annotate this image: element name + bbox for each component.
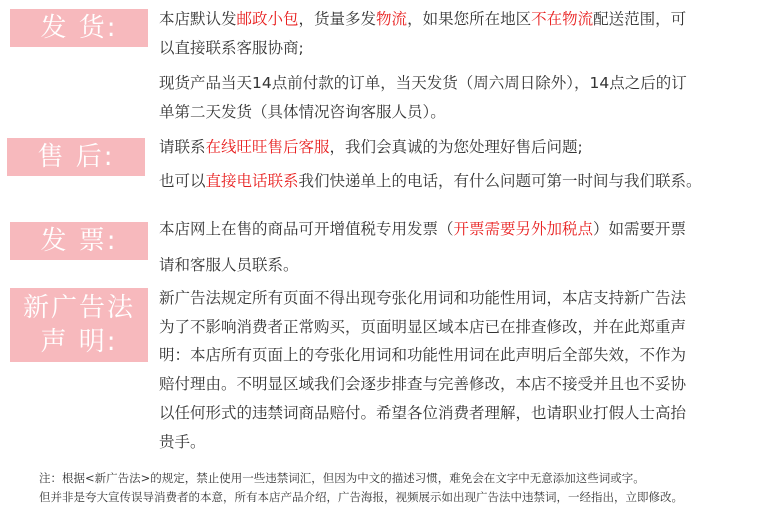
footnote: 注：根据<新广告法>的规定，禁止使用一些违禁词汇，但因为中文的描述习惯，难免会在文字中无意添加这些词或字。 (39, 471, 645, 485)
text-segment: 新广告法规定所有页面不得出现夸张化用词和功能性用词，本店支持新广告法 (159, 289, 687, 307)
text-segment: 以直接联系客服协商; (159, 39, 304, 57)
section-label-text: 发 货: (40, 13, 118, 43)
text-segment: 现货产品当天14点前付款的订单，当天发货（周六周日除外），14点之后的订 (159, 74, 687, 92)
section-label-text: 发 票: (40, 226, 118, 256)
section-label-invoice (10, 222, 148, 260)
text-segment: 也可以 (159, 172, 206, 190)
highlight-text: 直接电话联系 (205, 172, 299, 190)
text-line (159, 169, 702, 191)
text-line (159, 315, 686, 337)
section-label-ad-law (10, 288, 148, 362)
highlight-text: 不在物流 (531, 10, 594, 28)
text-segment: 赔付理由。不明显区域我们会逐步排查与完善修改，本店不接受并且也不妥协 (159, 375, 687, 393)
text-segment: 明：本店所有页面上的夸张化用词和功能性用词在此声明后全部失效，不作为 (159, 346, 687, 364)
footnote: 但并非是夸大宣传误导消费者的本意，所有本店产品介绍，广告海报，视频展示如出现广告法中违禁词，一经指出，立即修改。 (39, 490, 683, 504)
text-line (159, 7, 686, 29)
text-segment: 配送范围，可 (593, 10, 687, 28)
text-segment: 本店网上在售的商品可开增值税专用发票（ (159, 220, 454, 238)
text-line (159, 36, 304, 58)
text-segment: ，货量多发 (298, 10, 377, 28)
text-segment: 以任何形式的违禁词商品赔付。希望各位消费者理解，也请职业打假人士高抬 (159, 404, 687, 422)
text-line (159, 430, 206, 452)
text-segment: 单第二天发货（具体情况咨询客服人员）。 (159, 103, 446, 121)
section-label-aftersales (7, 138, 145, 176)
text-line (159, 286, 686, 308)
text-segment: ，我们会真诚的为您处理好售后问题; (329, 138, 583, 156)
text-segment: ，如果您所在地区 (407, 10, 532, 28)
text-segment: 本店默认发 (159, 10, 237, 28)
text-line (159, 71, 687, 93)
text-segment: 贵手。 (159, 433, 206, 451)
text-line (159, 217, 686, 239)
section-label-text: 新广告法 (22, 293, 135, 323)
text-line (159, 100, 446, 122)
highlight-text: 在线旺旺售后客服 (205, 138, 330, 156)
highlight-text: 邮政小包 (236, 10, 299, 28)
text-line (159, 135, 583, 157)
text-segment: ）如需要开票 (593, 220, 687, 238)
highlight-text: 开票需要另外加税点 (453, 220, 594, 238)
section-label-shipping (10, 9, 148, 47)
highlight-text: 物流 (376, 10, 408, 28)
text-line (159, 253, 299, 275)
text-line (159, 401, 686, 423)
section-label-text: 声 明: (40, 327, 118, 357)
text-line (159, 372, 686, 394)
text-segment: 请联系 (159, 138, 206, 156)
section-label-text: 售 后: (37, 142, 115, 172)
text-segment: 我们快递单上的电话，有什么问题可第一时间与我们联系。 (298, 172, 702, 190)
text-segment: 请和客服人员联系。 (159, 256, 299, 274)
text-segment: 为了不影响消费者正常购买，页面明显区域本店已在排查修改，并在此郑重声 (159, 318, 687, 336)
text-line (159, 343, 686, 365)
